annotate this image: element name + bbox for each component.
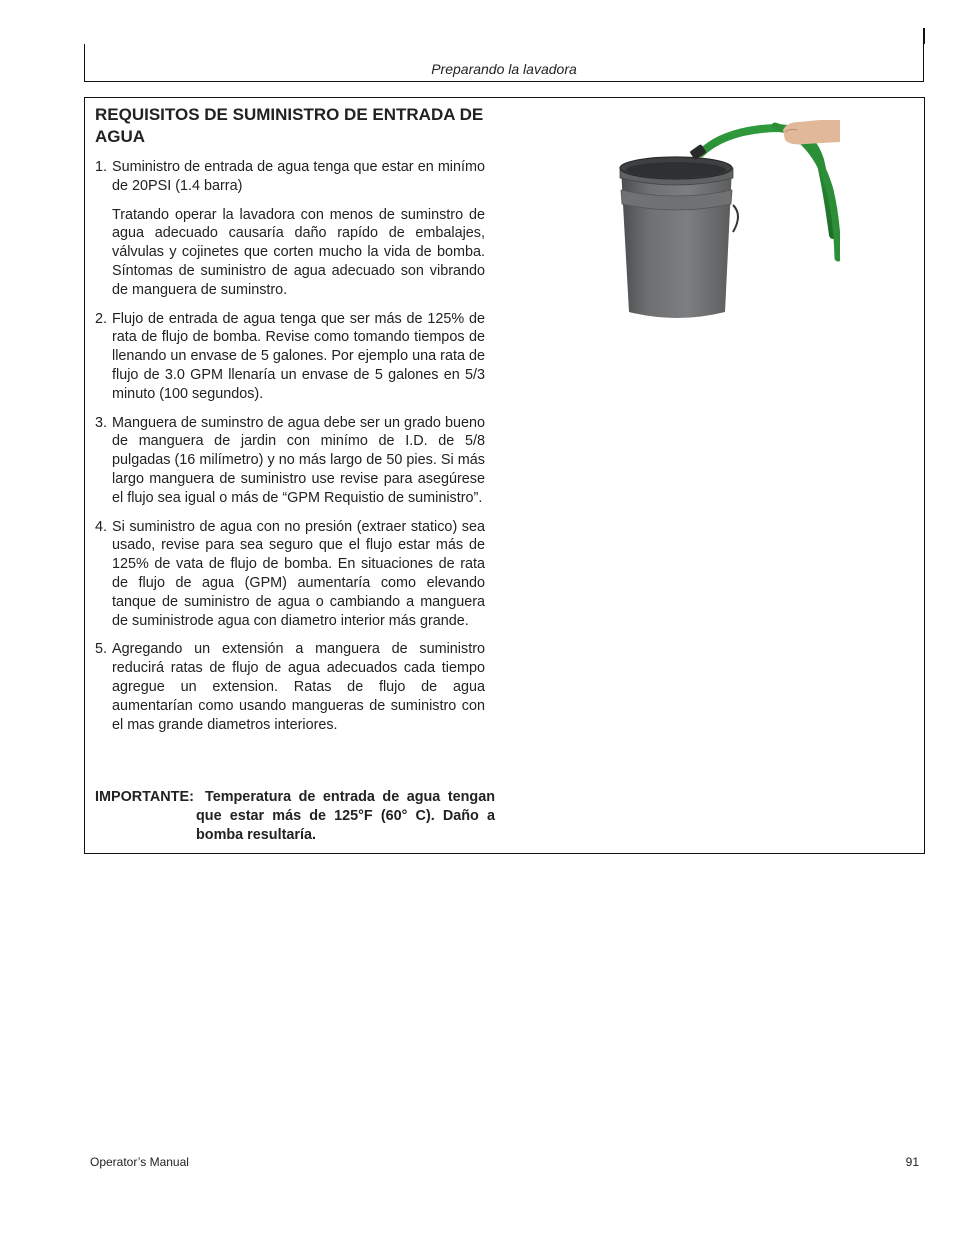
important-text: Temperatura de entrada de agua tengan que estar más de 125°F (60° C). Daño a bomba resultaría. bbox=[196, 789, 495, 843]
list-item-text: Flujo de entrada de agua tenga que ser más de 125% de rata de flujo de bomba. Revise como tomando tiempos de llenando un envase de 5 galones. Por ejemplo una rata de flujo de 3.0 GPM llenaría un envase de 5 galones en 5/3 minuto (100 segundos). bbox=[112, 310, 485, 402]
list-item bbox=[95, 640, 485, 734]
list-item-text: Tratando operar la lavadora con menos de suminstro de agua adecuado causaría daño rapído de embalajes, válvulas y cojinetes que corten mucho la vida de bomba. Síntomas de suministro de agua adecuado son vibrando de manguera de suminstro. bbox=[112, 206, 485, 298]
list-item-text: Agregando un extensión a manguera de suministro reducirá ratas de flujo de agua adecuados cada tiempo agregue un extension. Ratas de flujo de agua aumentarían como usando mangueras de suministro con el mas grande diametros interiores. bbox=[112, 641, 485, 733]
footer-manual-title: Operator’s Manual bbox=[90, 1155, 189, 1169]
list-item bbox=[95, 414, 485, 508]
list-item bbox=[95, 158, 485, 300]
important-note bbox=[95, 788, 495, 845]
important-label: IMPORTANTE: bbox=[95, 789, 194, 805]
list-item-text: Manguera de suminstro de agua debe ser un grado bueno de manguera de jardin con minímo de I.D. de 5/8 pulgadas (16 milímetro) y no más largo de 50 pies. Si más largo manguera de suministro use revise para asegúrese el flujo sea igual o más de “GPM Requistio de suministro”. bbox=[112, 414, 485, 506]
requirements-list bbox=[95, 158, 485, 744]
list-item-text: Suministro de entrada de agua tenga que estar en minímo de 20PSI (1.4 barra) bbox=[112, 159, 485, 194]
header-frame bbox=[84, 44, 924, 82]
content-box bbox=[84, 97, 925, 854]
list-item bbox=[95, 310, 485, 404]
section-title: REQUISITOS DE SUMINISTRO DE ENTRADA DE AGUA bbox=[95, 105, 484, 146]
list-item-text: Si suministro de agua con no presión (extraer statico) sea usado, revise para sea seguro que el flujo estar más de 125% de vata de flujo de bomba. En situaciones de rata de flujo de agua (GPM) aumentaría como elevando tanque de suministro de agua o cambiando a manguera de suministrode agua con diametro interior más grande. bbox=[112, 518, 485, 629]
list-item-number: 2. bbox=[95, 310, 108, 327]
list-item bbox=[95, 518, 485, 631]
list-item-number: 3. bbox=[95, 414, 108, 431]
header-right-tick bbox=[923, 28, 925, 44]
footer-page-number: 91 bbox=[905, 1155, 919, 1169]
list-item-number: 4. bbox=[95, 518, 108, 535]
bucket-with-hose-photo bbox=[615, 120, 840, 325]
list-item-number: 5. bbox=[95, 641, 108, 658]
page-header-title: Preparando la lavadora bbox=[431, 61, 577, 77]
list-item-number: 1. bbox=[95, 159, 108, 175]
